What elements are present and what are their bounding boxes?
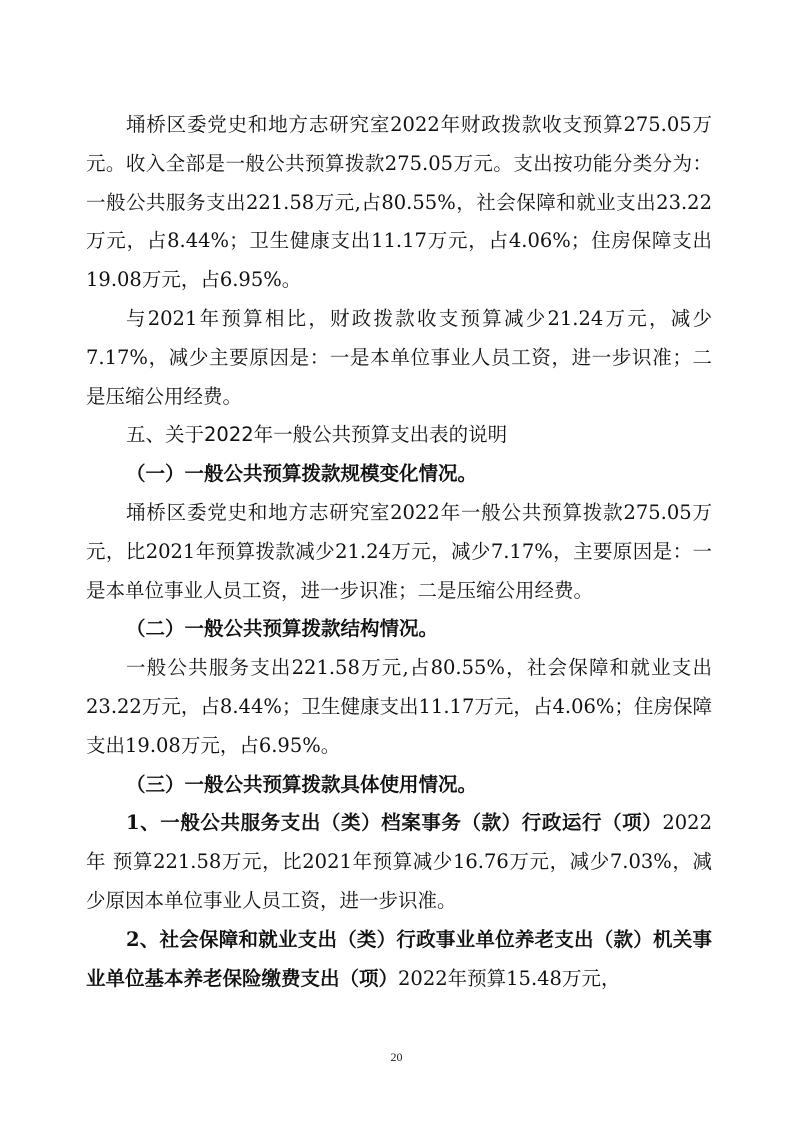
item-2-title: 2、社会保障和就业支出（类）行政事业单位养老支出（款）机关事业单位基本养老保险缴费支出（项） xyxy=(86,927,712,990)
page-number: 20 xyxy=(390,1050,403,1064)
paragraph-structure: 一般公共服务支出221.58万元,占80.55%，社会保障和就业支出23.22万元，占8.44%；卫生健康支出11.17万元，占4.06%；住房保障支出19.08万元，占6.95%。 xyxy=(86,656,712,757)
document-body xyxy=(86,106,712,998)
item-1-text: 2022年 预算221.58万元，比2021年预算减少16.76万元，减少7.03%，减少原因本单位事业人员工资，进一步识准。 xyxy=(86,811,712,912)
subheading-scale-change: （一）一般公共预算拨款规模变化情况。 xyxy=(126,462,478,486)
subheading-usage: （三）一般公共预算拨款具体使用情况。 xyxy=(126,772,478,796)
paragraph-scale-change: 埇桥区委党史和地方志研究室2022年一般公共预算拨款275.05万元，比2021年预算拨款减少21.24万元，减少7.17%，主要原因是：一是本单位事业人员工资，进一步识准；二是压缩公用经费。 xyxy=(86,500,712,602)
item-1-title: 1、一般公共服务支出（类）档案事务（款）行政运行（项） xyxy=(126,811,663,835)
paragraph-budget-comparison: 与2021年预算相比，财政拨款收支预算减少21.24万元，减少7.17%，减少主要原因是：一是本单位事业人员工资，进一步识准；二是压缩公用经费。 xyxy=(86,306,712,408)
paragraph-budget-summary: 埇桥区委党史和地方志研究室2022年财政拨款收支预算275.05万元。收入全部是一般公共预算拨款275.05万元。支出按功能分类分为：一般公共服务支出221.58万元,占80.55%，社会保障和就业支出23.22万元，占8.44%；卫生健康支出11.17万元，占4.06%；住房保障支出19.08万元，占6.95%。 xyxy=(86,113,712,292)
paragraph-item-2 xyxy=(86,921,712,999)
section-heading-5: 五、关于2022年一般公共预算支出表的说明 xyxy=(126,423,508,447)
paragraph-item-1 xyxy=(86,804,712,920)
item-2-text: 2022年预算15.48万元， xyxy=(398,966,621,990)
subheading-structure: （二）一般公共预算拨款结构情况。 xyxy=(126,617,439,641)
